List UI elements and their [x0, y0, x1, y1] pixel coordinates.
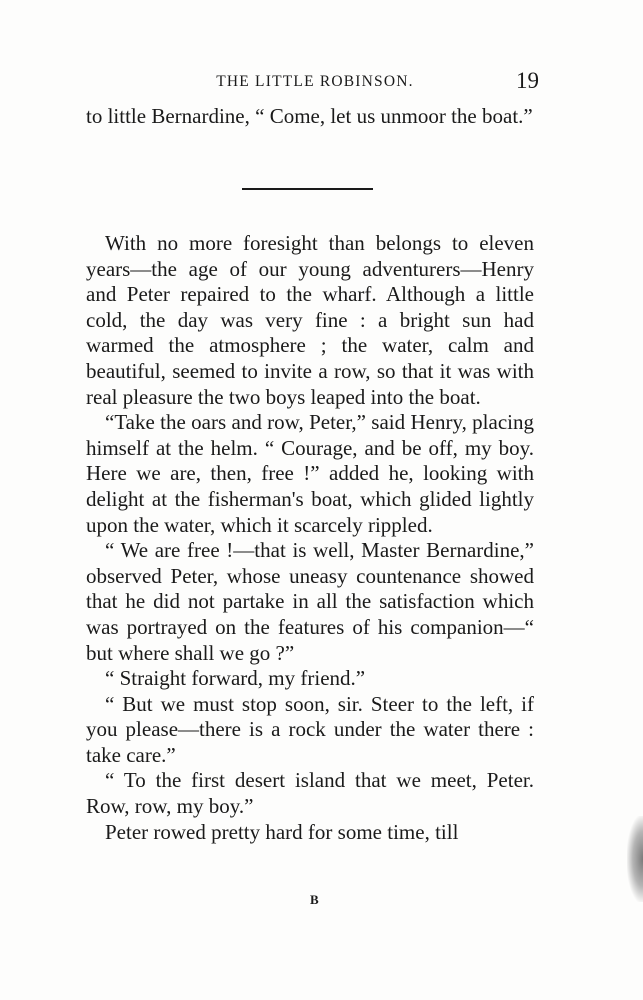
paragraph: “ But we must stop soon, sir. Steer to the left, if you please—there is a rock under the water there : take care.”	[86, 691, 534, 767]
continued-text	[86, 104, 534, 130]
page-edge-smudge	[627, 816, 643, 902]
signature-mark: B	[310, 892, 319, 907]
section-divider	[242, 188, 373, 190]
paragraph: “Take the oars and row, Peter,” said Henry, placing himself at the helm. “ Courage, and be off, my boy. Here we are, then, free !” added he, looking with delight at the fisherman's boat, which glided lightly upon the water, which it scarcely rippled.	[86, 410, 534, 537]
paragraph: Peter rowed pretty hard for some time, till	[105, 819, 459, 844]
main-text	[86, 231, 534, 845]
paragraph: With no more foresight than belongs to eleven years—the age of our young adventurers—Henry and Peter repaired to the wharf. Although a little cold, the day was very fine : a bright sun had warmed the atmosphere ; the water, calm and beautiful, seemed to invite a row, so that it was with real pleasure the two boys leaped into the boat.	[86, 231, 534, 409]
paragraph: “ We are free !—that is well, Master Bernardine,” observed Peter, whose uneasy countenance showed that he did not partake in all the satisfaction which was portrayed on the features of his companion—“ but where shall we go ?”	[86, 538, 534, 665]
paragraph: to little Bernardine, “ Come, let us unmoor the boat.”	[86, 104, 533, 128]
paragraph: “ To the first desert island that we meet, Peter. Row, row, my boy.”	[86, 768, 534, 819]
running-head	[87, 68, 543, 92]
running-title: THE LITTLE ROBINSON.	[216, 73, 414, 90]
page-number: 19	[516, 68, 539, 93]
paragraph: “ Straight forward, my friend.”	[105, 666, 366, 691]
